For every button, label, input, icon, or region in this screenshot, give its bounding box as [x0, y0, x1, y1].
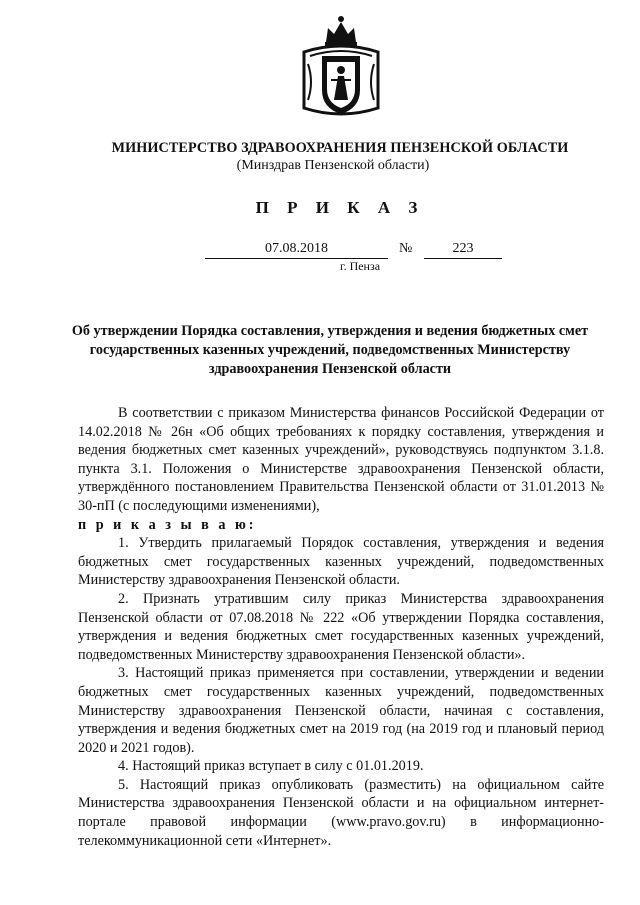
ministry-name: МИНИСТЕРСТВО ЗДРАВООХРАНЕНИЯ ПЕНЗЕНСКОЙ ОБЛАСТИ	[111, 140, 569, 156]
coat-of-arms-icon	[298, 12, 384, 124]
order-title: Об утверждении Порядка составления, утверждения и ведения бюджетных смет государственных казенных учреждений, подведомственных Министерству здравоохранения Пензенской области	[71, 323, 589, 377]
list-item: 2. Признать утратившим силу приказ Министерства здравоохранения Пензенской области от 07.08.2018 № 222 «Об утверждении Порядка составления, утверждения и ведения бюджетных смет государственных казенных учреждений, подведомственных Министерству здравоохранения Пензенской области».	[78, 590, 604, 663]
decree-word: п р и к а з ы в а ю:	[78, 516, 257, 533]
preamble: В соответствии с приказом Министерства финансов Российской Федерации от 14.02.2018 № 26н «Об общих требованиях к порядку составления, утверждения и ведения бюджетных смет казенных учреждений», руководствуясь подпунктом 3.1.8. пункта 3.1. Положения о Министерстве здравоохранения Пензенской области, утверждённого постановлением Правительства Пензенской области от 31.01.2013 № 30-пП (с последующими изменениями),	[78, 405, 604, 514]
list-item: 4. Настоящий приказ вступает в силу с 01.01.2019.	[118, 758, 424, 775]
order-number: 223	[424, 240, 502, 259]
list-item: 5. Настоящий приказ опубликовать (разместить) на официальном сайте Министерства здравоохранения Пензенской области и на официальном интернет-портале правовой информации (www.pravo.gov.ru) в информационно-телекоммуникационной сети «Интернет».	[78, 776, 604, 849]
ministry-short-name: (Минздрав Пензенской области)	[236, 158, 430, 173]
city: г. Пенза	[340, 259, 381, 273]
order-date: 07.08.2018	[205, 240, 388, 259]
list-item: 1. Утвердить прилагаемый Порядок составления, утверждения и ведения бюджетных смет государственных казенных учреждений, подведомственных Министерству здравоохранения Пензенской области.	[78, 535, 604, 589]
number-sign: №	[399, 241, 413, 256]
list-item: 3. Настоящий приказ применяется при составлении, утверждении и ведении бюджетных смет государственных казенных учреждений, подведомственных Министерству здравоохранения Пензенской области, начиная с составления, утверждения и ведения бюджетных смет на 2019 год (на 2019 год и плановый период 2020 и 2021 годов).	[78, 665, 604, 756]
order-body	[78, 404, 604, 850]
document-type: П Р И К А З	[255, 198, 425, 217]
